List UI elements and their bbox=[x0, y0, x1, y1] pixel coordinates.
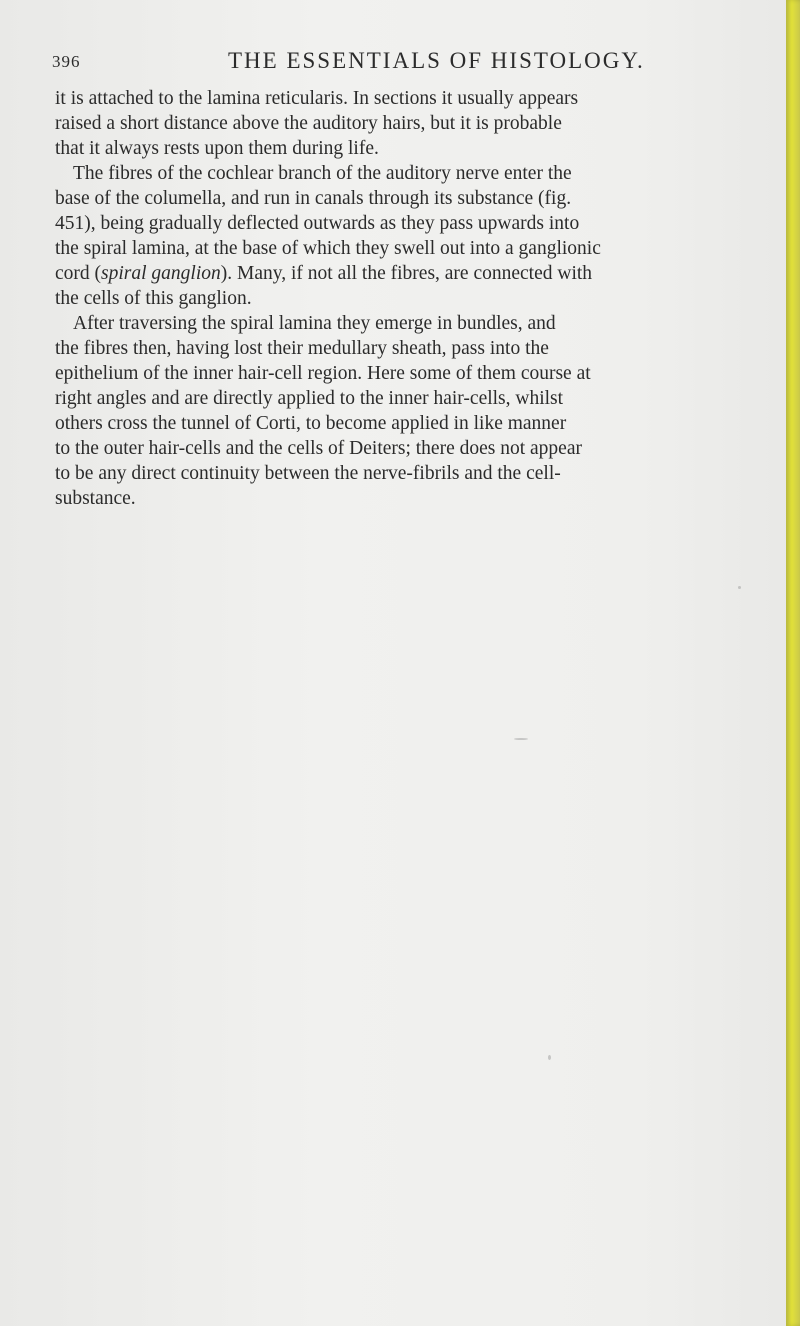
text-fragment: cord ( bbox=[55, 263, 102, 284]
text-line: the fibres then, having lost their medullary sheath, pass into the bbox=[55, 338, 549, 359]
paragraph-1 bbox=[55, 86, 755, 161]
text-line: that it always rests upon them during life. bbox=[55, 138, 379, 159]
text-line: epithelium of the inner hair-cell region. Here some of them course at bbox=[55, 363, 591, 384]
page-number: 396 bbox=[52, 52, 81, 71]
paper-speck bbox=[738, 586, 741, 589]
italic-term: spiral ganglion bbox=[101, 263, 221, 284]
running-title: THE ESSENTIALS OF HISTOLOGY. bbox=[228, 48, 645, 73]
paragraph-2 bbox=[55, 161, 755, 311]
text-line: to be any direct continuity between the nerve-fibrils and the cell- bbox=[55, 463, 561, 484]
text-fragment: ). Many, if not all the fibres, are connected with bbox=[220, 263, 593, 284]
text-line: the cells of this ganglion. bbox=[55, 288, 252, 309]
paper-speck bbox=[548, 1055, 551, 1060]
text-line: After traversing the spiral lamina they emerge in bundles, and bbox=[73, 313, 556, 334]
page-header bbox=[52, 48, 752, 80]
text-line: The fibres of the cochlear branch of the auditory nerve enter the bbox=[73, 163, 572, 184]
text-line: raised a short distance above the auditory hairs, but it is probable bbox=[55, 113, 562, 134]
text-line: it is attached to the lamina reticularis. In sections it usually appears bbox=[55, 88, 579, 109]
paragraph-3 bbox=[55, 311, 755, 511]
text-line bbox=[55, 261, 755, 286]
text-line: base of the columella, and run in canals through its substance (fig. bbox=[55, 188, 572, 209]
text-line: substance. bbox=[55, 488, 136, 509]
text-line: the spiral lamina, at the base of which they swell out into a ganglionic bbox=[55, 238, 601, 259]
page-edge bbox=[786, 0, 800, 1326]
text-line: right angles and are directly applied to the inner hair-cells, whilst bbox=[55, 388, 564, 409]
text-line: others cross the tunnel of Corti, to become applied in like manner bbox=[55, 413, 567, 434]
text-line: to the outer hair-cells and the cells of Deiters; there does not appear bbox=[55, 438, 582, 459]
paper-speck bbox=[514, 738, 528, 740]
text-line: 451), being gradually deflected outwards as they pass upwards into bbox=[55, 213, 580, 234]
body-text bbox=[55, 86, 755, 511]
